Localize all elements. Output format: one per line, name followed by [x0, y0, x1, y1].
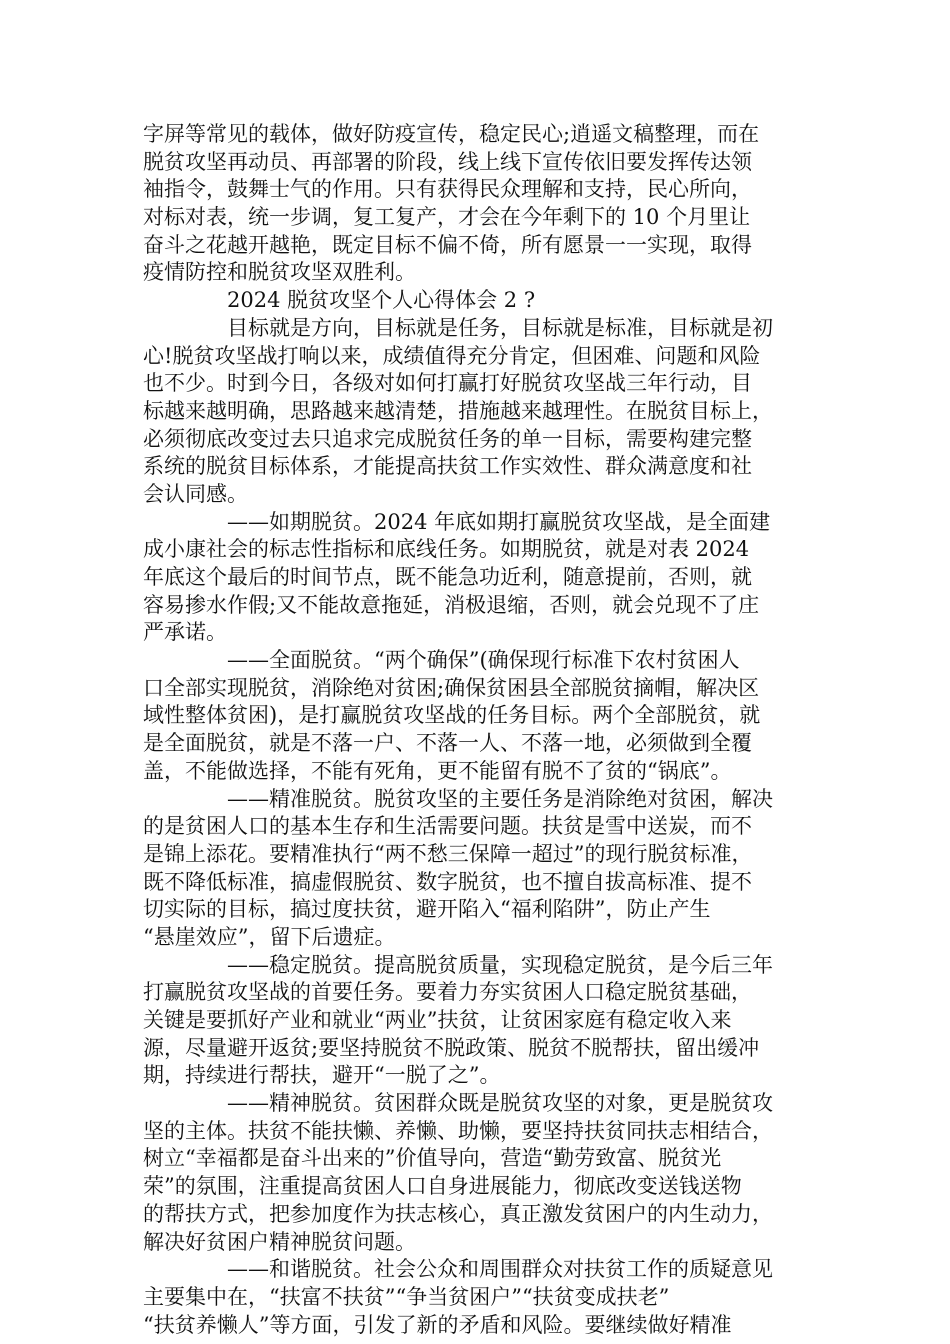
text-line: 既不降低标准，搞虚假脱贫、数字脱贫，也不擅自拔高标准、提不	[143, 869, 752, 894]
text-line: 袖指令，鼓舞士气的作用。只有获得民众理解和支持，民心所向，	[143, 177, 752, 202]
text-line: “悬崖效应”，留下后遗症。	[143, 924, 396, 949]
text-line: 的是贫困人口的基本生存和生活需要问题。扶贫是雪中送炭，而不	[143, 814, 752, 839]
paragraph-first-line: ——全面脱贫。“两个确保”(确保现行标准下农村贫困人	[227, 648, 740, 673]
text-line: 打赢脱贫攻坚战的首要任务。要着力夯实贫困人口稳定脱贫基础，	[143, 980, 752, 1005]
text-line: 容易掺水作假;又不能故意拖延，消极退缩，否则，就会兑现不了庄	[143, 592, 760, 617]
text-line: 奋斗之花越开越艳，既定目标不偏不倚，所有愿景一一实现，取得	[143, 232, 752, 257]
text-line: 盖，不能做选择，不能有死角，更不能留有脱不了贫的“锅底”。	[143, 758, 732, 783]
text-line: 期，持续进行帮扶，避开“一脱了之”。	[143, 1063, 501, 1088]
text-line: 坚的主体。扶贫不能扶懒、养懒、助懒，要坚持扶贫同扶志相结合，	[143, 1118, 773, 1143]
text-line: 字屏等常见的载体，做好防疫宣传，稳定民心;逍遥文稿整理，而在	[143, 122, 760, 146]
text-line: 必须彻底改变过去只追求完成脱贫任务的单一目标，需要构建完整	[143, 426, 752, 451]
text-line: 心!脱贫攻坚战打响以来，成绩值得充分肯定，但困难、问题和风险	[143, 343, 761, 368]
text-line: 源，尽量避开返贫;要坚持脱贫不脱政策、脱贫不脱帮扶，留出缓冲	[143, 1035, 760, 1060]
text-line: 关键是要抓好产业和就业“两业”扶贫，让贫困家庭有稳定收入来	[143, 1008, 732, 1032]
text-line: 会认同感。	[143, 481, 248, 506]
text-line: 对标对表，统一步调，复工复产，才会在今年剩下的 10 个月里让	[143, 205, 751, 230]
document-body	[143, 121, 823, 1339]
text-line: 疫情防控和脱贫攻坚双胜利。	[143, 260, 416, 285]
paragraph-first-line: ——和谐脱贫。社会公众和周围群众对扶贫工作的质疑意见	[227, 1257, 773, 1282]
text-line: 系统的脱贫目标体系，才能提高扶贫工作实效性、群众满意度和社	[143, 454, 752, 479]
text-line: 域性整体贫困)，是打赢脱贫攻坚战的任务目标。两个全部脱贫，就	[143, 703, 761, 728]
text-line: 严承诺。	[143, 620, 227, 645]
text-line: 主要集中在，“扶富不扶贫”“争当贫困户”“扶贫变成扶老”	[143, 1284, 670, 1309]
text-line: 是锦上添花。要精准执行“两不愁三保障一超过”的现行脱贫标准，	[143, 841, 753, 866]
text-line: 成小康社会的标志性指标和底线任务。如期脱贫，就是对表 2024	[143, 537, 750, 562]
text-line: “扶贫养懒人”等方面，引发了新的矛盾和风险。要继续做好精准	[143, 1312, 732, 1337]
text-line: 荣”的氛围，注重提高贫困人口自身进展能力，彻底改变送钱送物	[143, 1174, 742, 1199]
text-line: 解决好贫困户精神脱贫问题。	[143, 1229, 416, 1254]
paragraph-first-line: ——如期脱贫。2024 年底如期打赢脱贫攻坚战，是全面建	[227, 509, 771, 534]
paragraph-first-line: 目标就是方向，目标就是任务，目标就是标准，目标就是初	[227, 315, 773, 340]
paragraph-first-line: ——稳定脱贫。提高脱贫质量，实现稳定脱贫，是今后三年	[227, 952, 773, 977]
text-line: 标越来越明确，思路越来越清楚，措施越来越理性。在脱贫目标上，	[143, 398, 773, 423]
text-line: 年底这个最后的时间节点，既不能急功近利，随意提前，否则，就	[143, 565, 752, 589]
text-line: 切实际的目标，搞过度扶贫，避开陷入“福利陷阱”，防止产生	[143, 897, 711, 922]
paragraph-first-line: 2024 脱贫攻坚个人心得体会 2 ?	[227, 288, 536, 313]
text-line: 树立“幸福都是奋斗出来的”价值导向，营造“勤劳致富、脱贫光	[143, 1146, 722, 1171]
text-line: 口全部实现脱贫，消除绝对贫困;确保贫困县全部脱贫摘帽，解决区	[143, 675, 760, 700]
text-line: 脱贫攻坚再动员、再部署的阶段，线上线下宣传依旧要发挥传达领	[143, 149, 752, 174]
text-line: 是全面脱贫，就是不落一户、不落一人、不落一地，必须做到全覆	[143, 731, 752, 756]
paragraph-first-line: ——精神脱贫。贫困群众既是脱贫攻坚的对象，更是脱贫攻	[227, 1091, 773, 1116]
text-line: 也不少。时到今日，各级对如何打赢打好脱贫攻坚战三年行动，目	[143, 371, 752, 396]
paragraph-first-line: ——精准脱贫。脱贫攻坚的主要任务是消除绝对贫困，解决	[227, 786, 773, 811]
text-line: 的帮扶方式，把参加度作为扶志核心，真正激发贫困户的内生动力，	[143, 1201, 773, 1226]
